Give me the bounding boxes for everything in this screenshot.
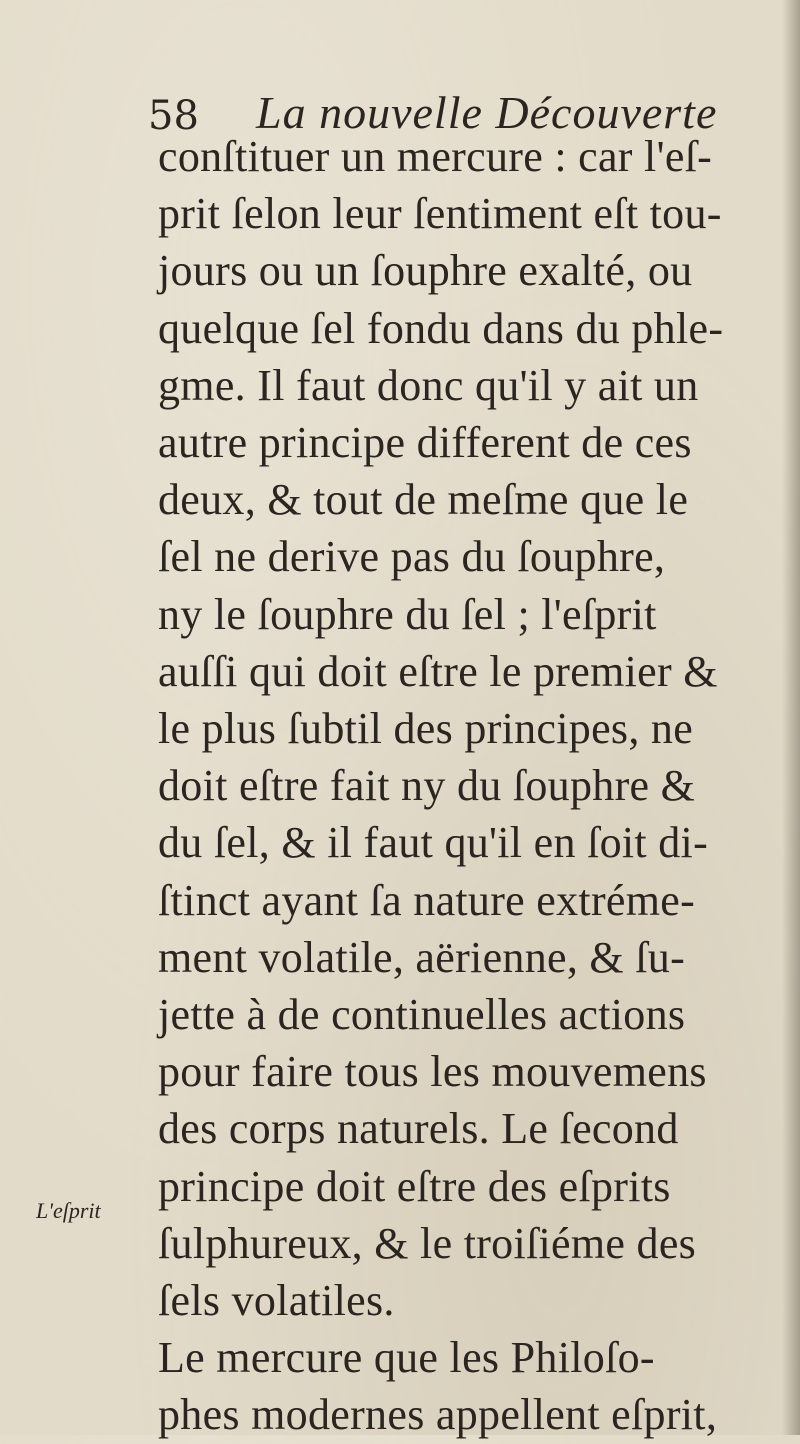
text-line: ſels volatiles. [158, 1276, 395, 1326]
text-line: des corps naturels. Le ſecond [158, 1104, 679, 1154]
text-line: du ſel, & il faut qu'il en ſoit di- [158, 818, 709, 868]
text-line: doit eſtre fait ny du ſouphre & [158, 761, 696, 811]
text-line: ſel ne derive pas du ſouphre, [158, 532, 666, 582]
text-line: ment volatile, aërienne, & ſu- [158, 932, 686, 982]
text-line: pour faire tous les mouvemens [158, 1047, 707, 1097]
text-line: Le mercure que les Philoſo- [158, 1333, 655, 1383]
text-line: auſſi qui doit eſtre le premier & [158, 646, 718, 696]
text-line: principe doit eſtre des eſprits [158, 1161, 671, 1211]
text-line: deux, & tout de meſme que le [158, 475, 689, 525]
text-line: jours ou un ſouphre exalté, ou [158, 246, 693, 296]
body-text [158, 128, 768, 1444]
text-line: gme. Il faut donc qu'il y ait un [158, 360, 699, 410]
text-line: prit ſelon leur ſentiment eſt tou- [158, 189, 722, 239]
page-edge-shadow [782, 0, 800, 1435]
text-line: ny le ſouphre du ſel ; l'eſprit [158, 589, 657, 639]
page-number: 58 [148, 93, 199, 139]
margin-note: L'eſprit [36, 1198, 101, 1223]
text-line: ſtinct ayant ſa nature extréme- [158, 875, 696, 925]
text-line: conſtituer un mercure : car l'eſ- [158, 132, 713, 181]
running-title: La nouvelle Découverte [256, 87, 718, 138]
text-line: le plus ſubtil des principes, ne [158, 704, 694, 754]
text-line: phes modernes appellent eſprit, [158, 1390, 718, 1440]
text-line: jette à de continuelles actions [158, 990, 686, 1040]
text-line: autre principe different de ces [158, 418, 692, 468]
text-line: quelque ſel fondu dans du phle- [158, 303, 724, 353]
text-line: ſulphureux, & le troiſiéme des [158, 1218, 697, 1268]
